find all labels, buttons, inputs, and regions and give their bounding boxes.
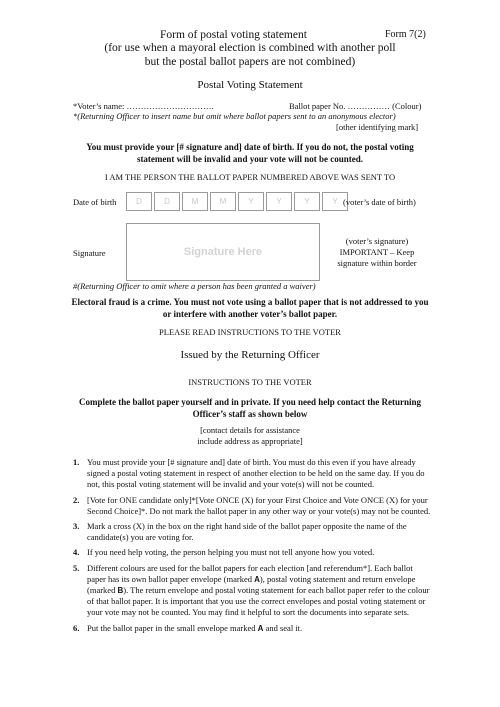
electoral-fraud-warning: Electoral fraud is a crime. You must not vote using a ballot paper that is not addressed to you or interfere with another voter’s ballot paper. [71, 297, 429, 319]
dob-box-day-1[interactable]: D [126, 192, 152, 211]
list-item [73, 495, 433, 517]
item-text: Put the ballot paper in the small envelope marked [87, 622, 258, 633]
voter-name-field: *Voter’s name: …………………………. [73, 101, 214, 111]
item-text: [Vote for ONE candidate only]*[Vote ONCE (X) for your First Choice and Vote ONCE (X) for your Second Choice]*. Do not mark the ballot paper in any other way or your vote(s) may not be counted. [87, 494, 431, 516]
list-item [73, 547, 433, 558]
envelope-a-letter: A [257, 623, 264, 633]
instructions-heading: INSTRUCTIONS TO THE VOTER [188, 377, 312, 387]
returning-officer-note: *(Returning Officer to insert name but omit where ballot papers sent to an anonymous elector) [73, 111, 396, 121]
date-of-birth-note: (voter’s date of birth) [343, 197, 416, 207]
signature-note [330, 236, 424, 269]
form-title-line-2: (for use when a mayoral election is combined with another poll [104, 42, 396, 54]
item-number: 2. [73, 494, 80, 505]
item-text: ). The return envelope and postal voting statement for each ballot paper refer to the colour of that ballot paper. It is important that you use the correct envelopes and postal voting statement or your vote may not be counted. You may find it helpful to sort the documents into separate sets. [87, 585, 430, 618]
signature-box[interactable] [126, 223, 320, 281]
item-number: 6. [73, 622, 80, 633]
item-number: 1. [73, 457, 80, 467]
signature-note-line-1: (voter’s signature) [345, 236, 409, 246]
contact-line-2: include address as appropriate] [197, 436, 303, 446]
list-item [73, 623, 433, 634]
complete-privately-note: Complete the ballot paper yourself and in private. If you need help contact the Returning Officer’s staff as shown below [78, 397, 422, 419]
form-title-line-1: Form of postal voting statement [160, 29, 307, 41]
item-number: 3. [73, 521, 80, 532]
item-text: and seal it. [263, 622, 303, 633]
dob-box-year-1[interactable]: Y [238, 192, 264, 211]
item-text: If you need help voting, the person helping you must not tell anyone how you voted. [87, 547, 375, 558]
envelope-b-letter: B [117, 586, 124, 596]
date-of-birth-label: Date of birth [73, 197, 117, 207]
list-item [73, 521, 433, 543]
item-text: Different colours are used for the ballot papers for each election [and referendum*]. Each ballot paper has its own ballot paper envelope (marked [87, 562, 413, 584]
dob-box-year-4[interactable]: Y [322, 192, 348, 211]
contact-line-1: [contact details for assistance [200, 425, 300, 435]
envelope-a-letter: A [254, 574, 260, 584]
dob-box-day-2[interactable]: D [154, 192, 180, 211]
dob-box-year-2[interactable]: Y [266, 192, 292, 211]
item-number: 5. [73, 562, 80, 573]
signature-warning: You must provide your [# signature and] date of birth. If you do not, the postal voting statement will be invalid and your vote will not be counted. [86, 142, 414, 164]
item-number: 4. [73, 547, 80, 558]
list-item [73, 563, 433, 619]
other-identifying-mark: [other identifying mark] [336, 122, 419, 132]
waiver-note: #(Returning Officer to omit where a person has been granted a waiver) [73, 281, 316, 291]
item-text: You must provide your [# signature and] date of birth. You must do this even if you have already signed a postal voting statement in respect of another election to be held on the same day. If you do not, this postal voting statement will be invalid and your vote(s) will not be counted. [87, 457, 425, 490]
item-text: ), postal voting statement and return envelope (marked [87, 573, 416, 596]
date-of-birth-input[interactable] [126, 192, 350, 211]
identity-declaration: I AM THE PERSON THE BALLOT PAPER NUMBERED ABOVE WAS SENT TO [104, 172, 396, 182]
list-item [73, 457, 433, 491]
ballot-paper-number-field: Ballot paper No. …………… (Colour) [289, 101, 422, 111]
form-title-line-3: but the postal ballot papers are not combined) [144, 56, 356, 68]
signature-label: Signature [73, 248, 106, 258]
contact-details [0, 425, 500, 447]
dob-box-year-3[interactable]: Y [294, 192, 320, 211]
signature-note-line-2: IMPORTANT – Keep signature within border [337, 247, 417, 268]
please-read-note: PLEASE READ INSTRUCTIONS TO THE VOTER [159, 327, 341, 337]
dob-box-month-2[interactable]: M [210, 192, 236, 211]
issued-by: Issued by the Returning Officer [180, 349, 320, 361]
signature-placeholder: Signature Here [183, 246, 263, 258]
instruction-list [73, 457, 433, 638]
statement-title: Postal Voting Statement [197, 79, 303, 91]
item-text: Mark a cross (X) in the box on the right hand side of the ballot paper opposite the name of the candidate(s) you are voting for. [87, 521, 407, 543]
dob-box-month-1[interactable]: M [182, 192, 208, 211]
form-number: Form 7(2) [385, 29, 426, 40]
